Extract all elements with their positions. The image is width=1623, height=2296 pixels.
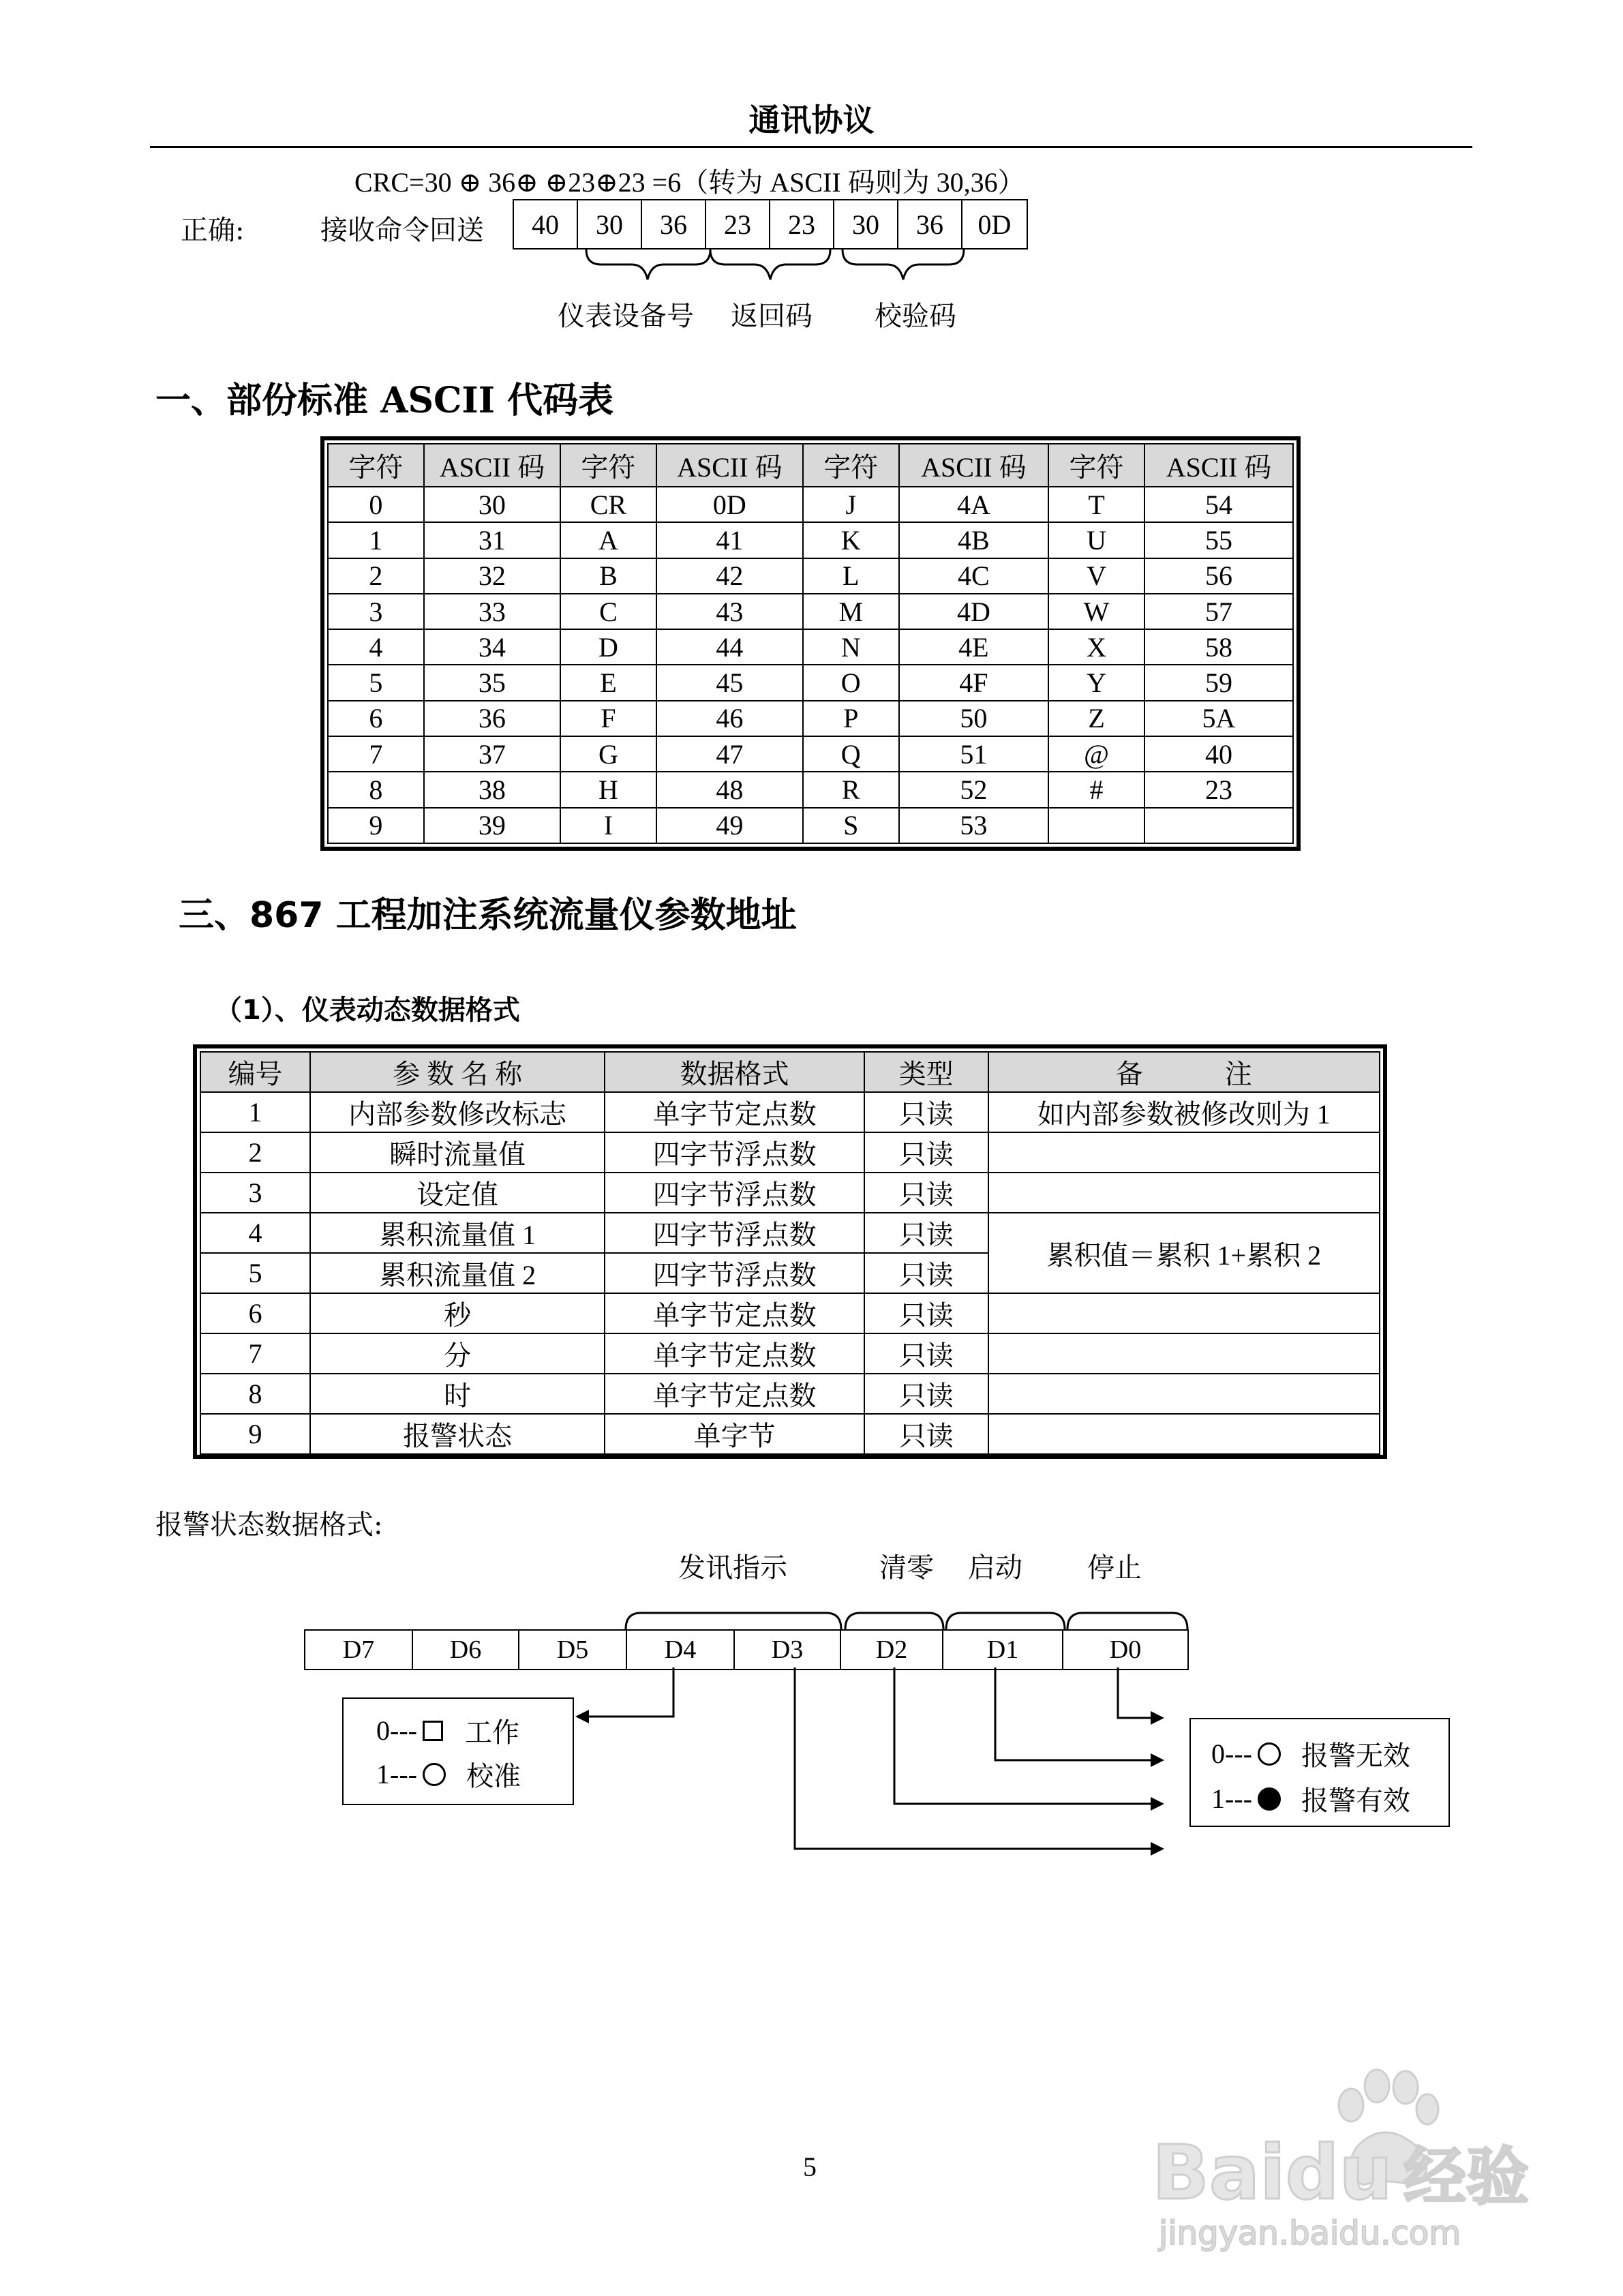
header-cell: 参 数 名 称: [310, 1052, 605, 1092]
table-cell: 8: [328, 772, 424, 807]
table-cell: 42: [656, 558, 803, 594]
header-cell: 备 注: [988, 1052, 1380, 1092]
arrow-d4: [585, 1667, 673, 1717]
table-cell: 秒: [310, 1293, 605, 1333]
table-cell: 3: [200, 1173, 310, 1213]
table-cell: 如内部参数被修改则为 1: [988, 1092, 1380, 1132]
table-cell: 2: [200, 1132, 310, 1173]
table-cell: 单字节: [605, 1414, 864, 1454]
baidu-jingyan-watermark: [1152, 2052, 1588, 2256]
table-cell: 34: [424, 629, 560, 665]
table-cell: N: [803, 629, 899, 665]
table-cell: 只读: [864, 1253, 988, 1293]
table-cell: 0D: [656, 487, 803, 522]
bit-cell: D2: [841, 1631, 943, 1669]
table-cell: I: [560, 808, 656, 843]
brace-stop: [1067, 1613, 1187, 1629]
group-label-clear: 清零: [879, 1552, 934, 1584]
table-cell: 50: [899, 701, 1048, 736]
table-cell: 4B: [899, 522, 1048, 558]
table-cell: H: [560, 772, 656, 807]
table-cell: 单字节定点数: [605, 1374, 864, 1414]
table-cell: @: [1048, 736, 1144, 772]
alarm-bit-row: [304, 1629, 1189, 1670]
header-cell: ASCII 码: [656, 444, 803, 487]
page-header-title: 通讯协议: [748, 102, 875, 138]
legend-row: [1211, 1734, 1410, 1773]
table-cell: 57: [1144, 594, 1293, 629]
byte-cell: 23: [706, 200, 770, 248]
table-cell: S: [803, 808, 899, 843]
arrow-d1: [995, 1667, 1152, 1760]
table-cell: 四字节浮点数: [605, 1132, 864, 1173]
table-cell: 55: [1144, 522, 1293, 558]
header-cell: 字符: [1048, 444, 1144, 487]
table-cell: 单字节定点数: [605, 1092, 864, 1132]
table-cell: R: [803, 772, 899, 807]
table-cell: D: [560, 629, 656, 665]
legend-code: 0---: [376, 1715, 417, 1746]
bit-cell: D5: [519, 1631, 627, 1669]
table-cell: 四字节浮点数: [605, 1253, 864, 1293]
table-cell: 49: [656, 808, 803, 843]
legend-row: [1211, 1779, 1410, 1818]
table-cell: E: [560, 665, 656, 700]
table-cell: 4F: [899, 665, 1048, 700]
table-cell: 6: [328, 701, 424, 736]
table-cell: 累积流量值 2: [310, 1253, 605, 1293]
table-cell: 8: [200, 1374, 310, 1414]
table-cell: 53: [899, 808, 1048, 843]
byte-cell: 36: [898, 200, 962, 248]
table-cell: 59: [1144, 665, 1293, 700]
group-label-return-code: 返回码: [731, 301, 813, 332]
table-cell: C: [560, 594, 656, 629]
table-cell: 4: [200, 1213, 310, 1253]
table-cell: G: [560, 736, 656, 772]
filled-circle-icon: [1258, 1787, 1281, 1811]
legend-text: 工作: [464, 1717, 519, 1748]
byte-cell: 0D: [977, 209, 1012, 240]
legend-work-calibrate: [342, 1697, 574, 1805]
table-cell: 3: [328, 594, 424, 629]
table-cell: 只读: [864, 1414, 988, 1454]
table-cell: 只读: [864, 1333, 988, 1374]
table-cell: 23: [1144, 772, 1293, 807]
table-cell: M: [803, 594, 899, 629]
table-cell: 分: [310, 1333, 605, 1374]
table-cell: 33: [424, 594, 560, 629]
legend-row: [376, 1755, 521, 1794]
group-label-device-id: 仪表设备号: [558, 301, 694, 332]
table-cell: 4D: [899, 594, 1048, 629]
table-cell: Y: [1048, 665, 1144, 700]
brace-start: [946, 1613, 1065, 1629]
table-cell: 9: [200, 1414, 310, 1454]
group-label-checksum: 校验码: [875, 301, 956, 332]
byte-cell: 40: [514, 200, 578, 248]
table-cell: 单字节定点数: [605, 1333, 864, 1374]
table-cell: 6: [200, 1293, 310, 1333]
arrow-d3: [795, 1667, 1152, 1849]
table-cell: 39: [424, 808, 560, 843]
header-cell: 字符: [328, 444, 424, 487]
legend-text: 校准: [466, 1761, 521, 1792]
circle-icon: [423, 1763, 446, 1786]
table-cell: 35: [424, 665, 560, 700]
group-label-comm: 发讯指示: [678, 1552, 787, 1584]
header-cell: 编号: [200, 1052, 310, 1092]
table-cell: 52: [899, 772, 1048, 807]
table-cell: 报警状态: [310, 1414, 605, 1454]
header-cell: 类型: [864, 1052, 988, 1092]
table-cell: 56: [1144, 558, 1293, 594]
table-cell: 四字节浮点数: [605, 1213, 864, 1253]
legend-row: [376, 1711, 519, 1750]
table-cell: B: [560, 558, 656, 594]
table-cell: 37: [424, 736, 560, 772]
brace-comm: [626, 1613, 841, 1629]
table-cell: X: [1048, 629, 1144, 665]
table-cell: 45: [656, 665, 803, 700]
table-cell: 38: [424, 772, 560, 807]
legend-code: 1---: [1211, 1783, 1252, 1814]
byte-cell: 36: [642, 200, 706, 248]
table-cell: L: [803, 558, 899, 594]
table-cell: 32: [424, 558, 560, 594]
table-cell: 7: [328, 736, 424, 772]
table-cell: 只读: [864, 1374, 988, 1414]
byte-cell: 23: [770, 200, 834, 248]
group-label-stop: 停止: [1087, 1552, 1142, 1584]
circle-icon: [1258, 1742, 1281, 1766]
group-label-start: 启动: [968, 1552, 1022, 1584]
table-cell: J: [803, 487, 899, 522]
table-cell: 7: [200, 1333, 310, 1374]
brace-clear: [845, 1613, 943, 1629]
table-cell: 36: [424, 701, 560, 736]
table-cell: 单字节定点数: [605, 1293, 864, 1333]
header-cell: ASCII 码: [899, 444, 1048, 487]
table-cell: T: [1048, 487, 1144, 522]
watermark-brand: Baidu: [1152, 2129, 1393, 2216]
table-cell: U: [1048, 522, 1144, 558]
table-cell: Z: [1048, 701, 1144, 736]
table-cell: 4C: [899, 558, 1048, 594]
table-cell: 58: [1144, 629, 1293, 665]
header-cell: 字符: [803, 444, 899, 487]
header-cell: 字符: [560, 444, 656, 487]
table-cell: 1: [328, 522, 424, 558]
table-cell: 9: [328, 808, 424, 843]
table-cell: P: [803, 701, 899, 736]
table-cell: 31: [424, 522, 560, 558]
table-cell: 只读: [864, 1293, 988, 1333]
byte-cell: 30: [578, 200, 642, 248]
arrow-d0: [1118, 1667, 1152, 1718]
table-cell: 设定值: [310, 1173, 605, 1213]
bit-cell: D1: [943, 1631, 1063, 1669]
legend-code: 0---: [1211, 1738, 1252, 1769]
bit-cell: D6: [413, 1631, 519, 1669]
table-cell: 54: [1144, 487, 1293, 522]
table-cell: 51: [899, 736, 1048, 772]
table-cell: #: [1048, 772, 1144, 807]
table-cell: 41: [656, 522, 803, 558]
alarm-format-label: 报警状态数据格式:: [155, 1509, 383, 1541]
table-cell: 时: [310, 1374, 605, 1414]
table-cell: 43: [656, 594, 803, 629]
page-number: 5: [803, 2151, 817, 2182]
legend-alarm-valid: [1189, 1718, 1450, 1827]
receive-command-label: 接收命令回送: [320, 215, 484, 246]
table-cell: K: [803, 522, 899, 558]
table-cell: CR: [560, 487, 656, 522]
table-cell-merged-remark: 累积值＝累积 1+累积 2: [988, 1213, 1380, 1293]
table-cell: 5: [200, 1253, 310, 1293]
table-cell: 5: [328, 665, 424, 700]
table-cell: 4A: [899, 487, 1048, 522]
bit-cell: D3: [735, 1631, 841, 1669]
table-cell: 46: [656, 701, 803, 736]
section-title-ascii: 一、部份标准 ASCII 代码表: [155, 380, 614, 421]
subsection-title-dynamic-data: （1）、仪表动态数据格式: [215, 995, 520, 1026]
table-cell: 只读: [864, 1173, 988, 1213]
table-cell: Q: [803, 736, 899, 772]
table-cell: 0: [328, 487, 424, 522]
legend-code: 1---: [376, 1759, 417, 1789]
header-cell: ASCII 码: [1144, 444, 1293, 487]
table-cell: 内部参数修改标志: [310, 1092, 605, 1132]
watermark-url: jingyan.baidu.com: [1159, 2214, 1461, 2252]
table-cell: 47: [656, 736, 803, 772]
byte-cell: 30: [834, 200, 898, 248]
section-title-params: 三、867 工程加注系统流量仪参数地址: [179, 895, 797, 936]
arrow-d2: [894, 1667, 1152, 1804]
table-cell: W: [1048, 594, 1144, 629]
table-cell: 48: [656, 772, 803, 807]
table-cell: 累积流量值 1: [310, 1213, 605, 1253]
legend-text: 报警无效: [1301, 1740, 1410, 1771]
table-cell: 只读: [864, 1213, 988, 1253]
table-cell: 瞬时流量值: [310, 1132, 605, 1173]
crc-formula: CRC=30 ⊕ 36⊕ ⊕23⊕23 =6（转为 ASCII 码则为 30,36）: [354, 167, 1025, 198]
bit-cell: D0: [1109, 1635, 1142, 1664]
table-cell: V: [1048, 558, 1144, 594]
correct-label: 正确:: [181, 215, 245, 246]
table-cell: 44: [656, 629, 803, 665]
header-cell: 数据格式: [605, 1052, 864, 1092]
table-cell: 4: [328, 629, 424, 665]
table-cell: 30: [424, 487, 560, 522]
table-cell: 2: [328, 558, 424, 594]
table-cell: 4E: [899, 629, 1048, 665]
table-cell: 只读: [864, 1092, 988, 1132]
bit-cell: D7: [305, 1631, 413, 1669]
square-icon: [423, 1721, 443, 1741]
table-cell: O: [803, 665, 899, 700]
table-cell: 只读: [864, 1132, 988, 1173]
legend-text: 报警有效: [1301, 1785, 1410, 1816]
table-cell: 5A: [1144, 701, 1293, 736]
header-cell: ASCII 码: [424, 444, 560, 487]
table-cell: 四字节浮点数: [605, 1173, 864, 1213]
table-cell: 40: [1144, 736, 1293, 772]
bit-cell: D4: [627, 1631, 735, 1669]
table-cell: 1: [200, 1092, 310, 1132]
table-cell: F: [560, 701, 656, 736]
watermark-brand-suffix: 经验: [1403, 2141, 1529, 2214]
table-cell: A: [560, 522, 656, 558]
